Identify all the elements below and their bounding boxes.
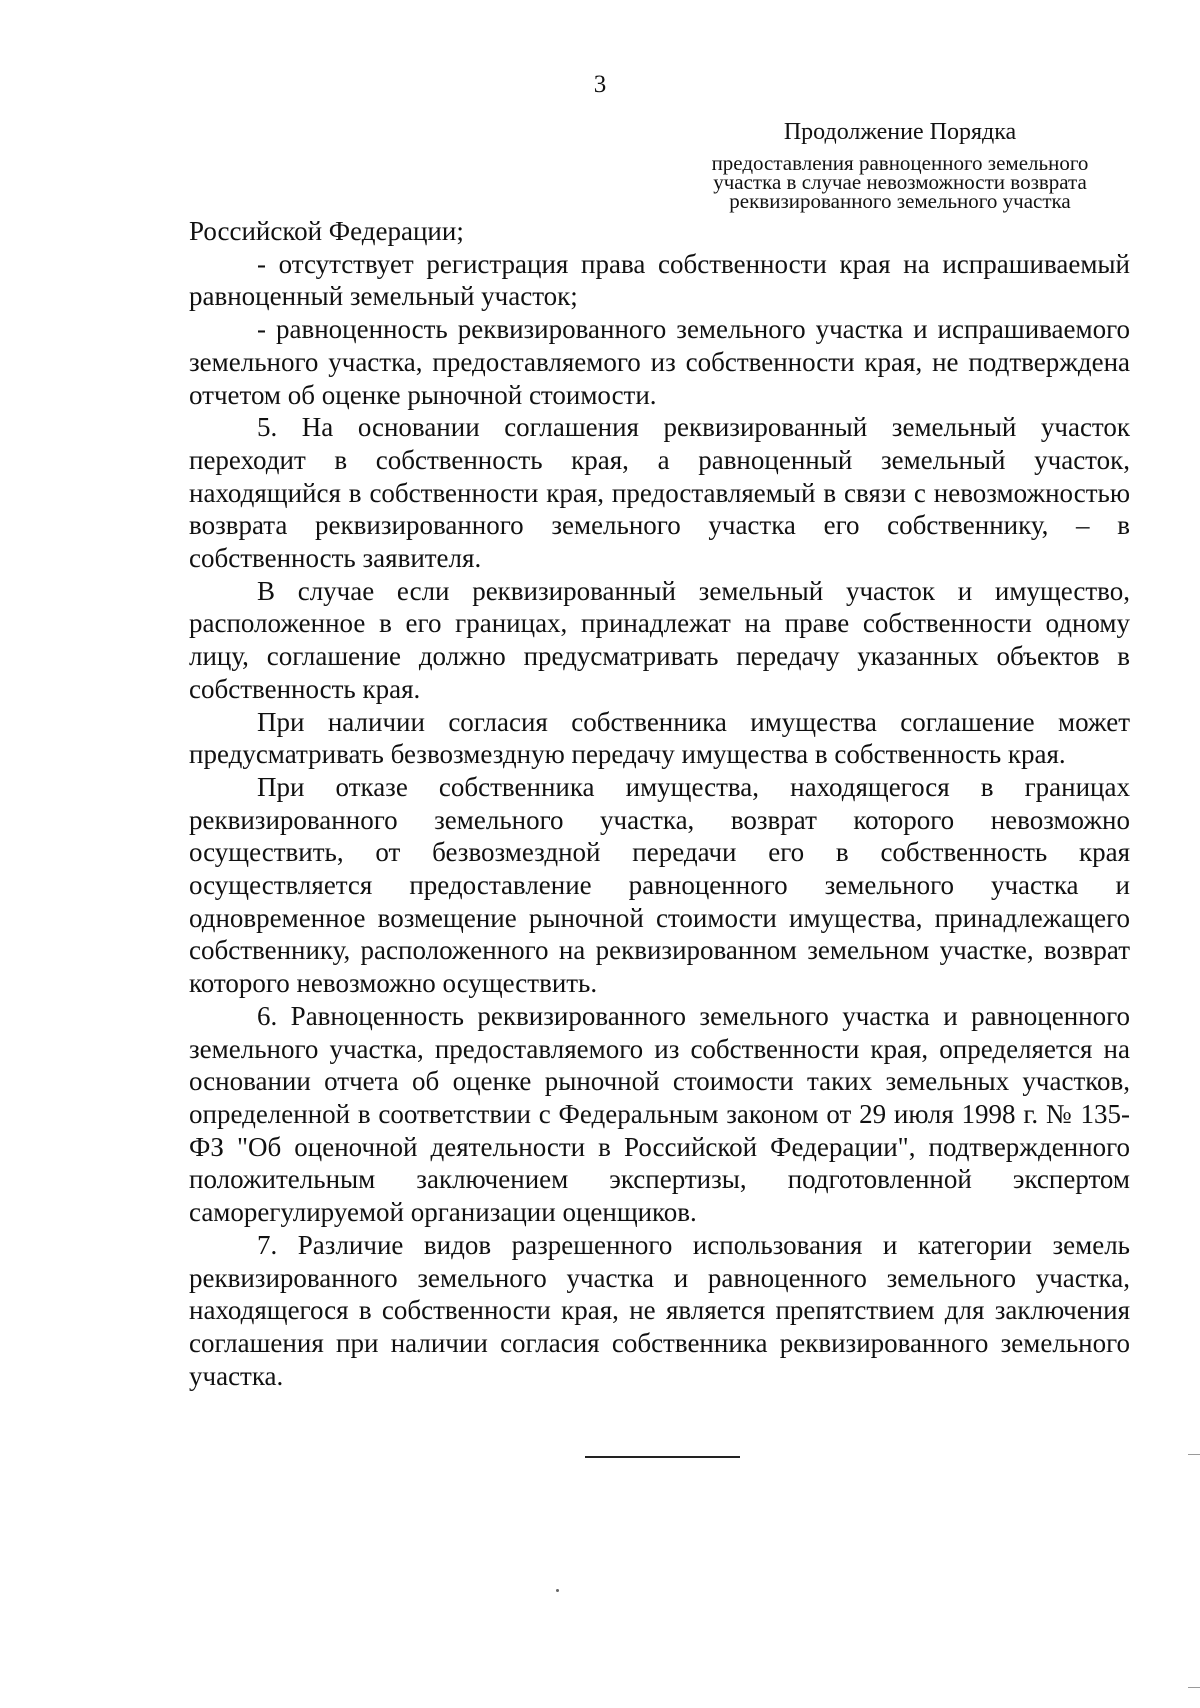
header-subtitle-line: предоставления равноценного земельного [711,151,1089,175]
paragraph-clause-7: 7. Различие видов разрешенного использования и категории земель реквизированного земельного участка и равноценного земельного участка, находящегося в собственности края, не является препятствием для заключения соглашения при наличии согласия собственника реквизированного земельного участка. [189,1229,1130,1391]
paragraph-bullet-equivalence: - равноценность реквизированного земельного участка и испрашиваемого земельного участка, предоставляемого из собственности края, не подтверждена отчетом об оценке рыночной стоимости. [189,314,1130,410]
paragraph-owner-refusal: При отказе собственника имущества, находящегося в границах реквизированного земельного участка, возврат которого невозможно осуществить, от безвозмездной передачи его в собственность края осуществляется предоставление равноценного земельного участка и одновременное возмещение рыночной стоимости имущества, принадлежащего собственнику, расположенного на реквизированном земельном участке, возврат которого невозможно осуществить. [189,771,1130,999]
header-subtitle-line: реквизированного земельного участка [729,189,1071,213]
paragraph-clause-6: 6. Равноценность реквизированного земельного участка и равноценного земельного участка, предоставляемого из собственности края, определяется на основании отчета об оценке рыночной стоимости таких земельных участков, определенной в соответствии с Федеральным законом от 29 июля 1998 г. № 135-ФЗ "Об оценочной деятельности в Российской Федерации", подтвержденного положительным заключением экспертизы, подготовленной экспертом саморегулируемой организации оценщиков. [189,1000,1130,1228]
header-title: Продолжение Порядка [783,119,1017,145]
paragraph-continuation: Российской Федерации; [189,216,464,246]
paragraph-bullet-registration: - отсутствует регистрация права собственности края на испрашиваемый равноценный земельный участок; [189,248,1130,312]
page-number: 3 [593,71,607,98]
paragraph-single-owner: В случае если реквизированный земельный участок и имущество, расположенное в его границах, принадлежат на праве собственности одному лицу, соглашение должно предусматривать передачу указанных объектов в собственность края. [189,575,1130,704]
header-subtitle-line: участка в случае невозможности возврата [713,170,1087,194]
end-separator-line [585,1456,740,1458]
document-body [189,215,1130,1392]
paragraph-clause-5: 5. На основании соглашения реквизированный земельный участок переходит в собственность края, а равноценный земельный участок, находящийся в собственности края, предоставляемый в связи с невозможностью возврата реквизированного земельного участка его собственнику, – в собственность заявителя. [189,412,1130,574]
paragraph-owner-consent: При наличии согласия собственника имущества соглашение может предусматривать безвозмездную передачу имущества в собственность края. [189,706,1130,770]
scan-edge-mark [1188,1687,1200,1688]
scan-speck [556,1589,559,1592]
document-header [670,118,1130,211]
scan-edge-mark [1188,1454,1200,1455]
